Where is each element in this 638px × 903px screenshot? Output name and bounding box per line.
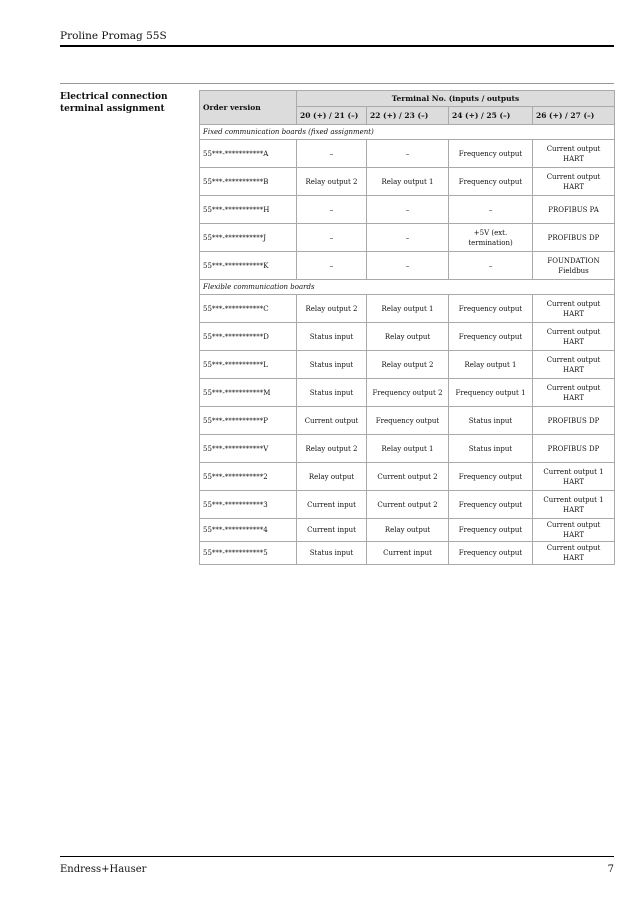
terminal-24-25-cell: Frequency output: [449, 168, 533, 196]
order-version-cell: 55***-***********2: [200, 463, 297, 491]
table-row: [200, 542, 615, 565]
table-row: [200, 351, 615, 379]
terminal-26-27-line1: Current output 1: [543, 495, 604, 504]
terminal-22-23-cell: Relay output 1: [367, 435, 449, 463]
terminal-26-27-line2: Fieldbus: [558, 266, 589, 275]
terminal-24-25-cell: Frequency output 1: [449, 379, 533, 407]
terminal-20-21-cell: Current input: [297, 519, 367, 542]
table-row: [200, 407, 615, 435]
table-row: [200, 168, 615, 196]
section-label-line2: terminal assignment: [60, 104, 165, 114]
terminal-20-21-cell: –: [297, 252, 367, 280]
terminal-20-21-cell: Relay output: [297, 463, 367, 491]
section-label-line1: Electrical connection: [60, 92, 168, 102]
terminal-20-21-cell: –: [297, 224, 367, 252]
order-version-header: Order version: [200, 91, 297, 125]
terminal-26-27-cell: [533, 224, 615, 252]
terminal-26-27-line1: Current output: [546, 144, 601, 153]
terminal-24-25-cell: –: [449, 252, 533, 280]
terminal-22-23-cell: Frequency output: [367, 407, 449, 435]
terminal-number-header: Terminal No. (inputs / outputs: [297, 91, 615, 107]
terminal-20-21-cell: Status input: [297, 542, 367, 565]
terminal-26-27-line1: PROFIBUS DP: [547, 444, 600, 453]
terminal-22-23-cell: Relay output 2: [367, 351, 449, 379]
terminal-20-21-cell: Current output: [297, 407, 367, 435]
terminal-20-21-cell: –: [297, 140, 367, 168]
table-row: [200, 323, 615, 351]
group-header-flexible: Flexible communication boards: [200, 280, 615, 295]
terminal-24-25-cell: Frequency output: [449, 140, 533, 168]
terminal-22-23-cell: –: [367, 224, 449, 252]
column-header: 20 (+) / 21 (–): [297, 107, 367, 125]
terminal-26-27-line2: HART: [563, 505, 584, 514]
terminal-20-21-cell: Status input: [297, 379, 367, 407]
terminal-20-21-cell: Relay output 2: [297, 435, 367, 463]
terminal-26-27-line2: HART: [563, 337, 584, 346]
terminal-26-27-line1: Current output: [546, 383, 601, 392]
table-row: [200, 196, 615, 224]
terminal-26-27-cell: [533, 168, 615, 196]
terminal-26-27-cell: [533, 351, 615, 379]
column-header: 22 (+) / 23 (–): [367, 107, 449, 125]
terminal-assignment-table: [199, 90, 615, 565]
terminal-24-25-cell: Frequency output: [449, 323, 533, 351]
terminal-20-21-cell: Status input: [297, 351, 367, 379]
column-header: 24 (+) / 25 (–): [449, 107, 533, 125]
terminal-22-23-cell: Current output 2: [367, 491, 449, 519]
terminal-26-27-line2: HART: [563, 154, 584, 163]
terminal-26-27-cell: [533, 323, 615, 351]
terminal-24-25-cell: Status input: [449, 435, 533, 463]
table-row: [200, 435, 615, 463]
terminal-22-23-cell: Relay output: [367, 323, 449, 351]
terminal-26-27-line2: HART: [563, 309, 584, 318]
order-version-cell: 55***-***********V: [200, 435, 297, 463]
order-version-cell: 55***-***********M: [200, 379, 297, 407]
terminal-22-23-cell: Relay output 1: [367, 168, 449, 196]
terminal-24-25-cell: Relay output 1: [449, 351, 533, 379]
terminal-22-23-cell: Current output 2: [367, 463, 449, 491]
terminal-22-23-cell: Current input: [367, 542, 449, 565]
terminal-26-27-line1: Current output: [546, 327, 601, 336]
column-header: 26 (+) / 27 (–): [533, 107, 615, 125]
table-row: [200, 379, 615, 407]
terminal-26-27-line2: HART: [563, 365, 584, 374]
terminal-24-25-cell: +5V (ext. termination): [449, 224, 533, 252]
table-row: [200, 491, 615, 519]
terminal-26-27-line2: HART: [563, 554, 584, 562]
table-row: [200, 140, 615, 168]
terminal-26-27-line1: Current output: [546, 299, 601, 308]
terminal-22-23-cell: Relay output: [367, 519, 449, 542]
table-row: [200, 463, 615, 491]
terminal-26-27-cell: [533, 252, 615, 280]
order-version-cell: 55***-***********L: [200, 351, 297, 379]
order-version-cell: 55***-***********D: [200, 323, 297, 351]
order-version-cell: 55***-***********P: [200, 407, 297, 435]
terminal-26-27-line2: HART: [563, 393, 584, 402]
terminal-20-21-cell: Status input: [297, 323, 367, 351]
group-header-fixed: Fixed communication boards (fixed assignment): [200, 125, 615, 140]
section-rule: [60, 83, 614, 84]
footer-rule: [60, 856, 614, 857]
terminal-26-27-line1: Current output: [546, 521, 601, 529]
terminal-26-27-line1: PROFIBUS PA: [548, 205, 599, 214]
terminal-24-25-cell: Frequency output: [449, 295, 533, 323]
terminal-20-21-cell: –: [297, 196, 367, 224]
page-number: 7: [607, 864, 614, 875]
terminal-26-27-cell: [533, 491, 615, 519]
terminal-24-25-cell: Frequency output: [449, 542, 533, 565]
terminal-26-27-line1: PROFIBUS DP: [547, 233, 600, 242]
section-label: [60, 91, 190, 115]
terminal-26-27-cell: [533, 435, 615, 463]
order-version-cell: 55***-***********K: [200, 252, 297, 280]
terminal-20-21-cell: Current input: [297, 491, 367, 519]
terminal-26-27-line1: Current output: [546, 355, 601, 364]
terminal-26-27-cell: [533, 519, 615, 542]
terminal-26-27-line2: HART: [563, 531, 584, 539]
terminal-26-27-cell: [533, 542, 615, 565]
terminal-26-27-cell: [533, 407, 615, 435]
footer-brand: Endress+Hauser: [60, 864, 147, 875]
order-version-cell: 55***-***********5: [200, 542, 297, 565]
terminal-26-27-line1: FOUNDATION: [547, 256, 600, 265]
terminal-22-23-cell: –: [367, 196, 449, 224]
terminal-26-27-line2: HART: [563, 477, 584, 486]
terminal-26-27-line1: PROFIBUS DP: [547, 416, 600, 425]
header-rule: [60, 45, 614, 47]
terminal-26-27-cell: [533, 196, 615, 224]
terminal-22-23-cell: –: [367, 252, 449, 280]
table-row: [200, 295, 615, 323]
terminal-26-27-cell: [533, 463, 615, 491]
document-header-title: Proline Promag 55S: [60, 30, 167, 42]
terminal-24-25-cell: Status input: [449, 407, 533, 435]
terminal-26-27-line1: Current output: [546, 172, 601, 181]
order-version-cell: 55***-***********H: [200, 196, 297, 224]
order-version-cell: 55***-***********J: [200, 224, 297, 252]
terminal-26-27-cell: [533, 379, 615, 407]
terminal-26-27-cell: [533, 295, 615, 323]
terminal-22-23-cell: Frequency output 2: [367, 379, 449, 407]
terminal-20-21-cell: Relay output 2: [297, 295, 367, 323]
table-row: [200, 224, 615, 252]
terminal-26-27-line1: Current output 1: [543, 467, 604, 476]
table-row: [200, 252, 615, 280]
terminal-20-21-cell: Relay output 2: [297, 168, 367, 196]
order-version-cell: 55***-***********4: [200, 519, 297, 542]
order-version-cell: 55***-***********A: [200, 140, 297, 168]
terminal-26-27-line1: Current output: [546, 544, 601, 552]
order-version-cell: 55***-***********C: [200, 295, 297, 323]
terminal-24-25-cell: Frequency output: [449, 491, 533, 519]
order-version-cell: 55***-***********B: [200, 168, 297, 196]
terminal-22-23-cell: –: [367, 140, 449, 168]
terminal-24-25-cell: Frequency output: [449, 463, 533, 491]
terminal-26-27-cell: [533, 140, 615, 168]
table-row: [200, 519, 615, 542]
order-version-cell: 55***-***********3: [200, 491, 297, 519]
terminal-22-23-cell: Relay output 1: [367, 295, 449, 323]
terminal-24-25-cell: –: [449, 196, 533, 224]
terminal-26-27-line2: HART: [563, 182, 584, 191]
terminal-24-25-cell: Frequency output: [449, 519, 533, 542]
